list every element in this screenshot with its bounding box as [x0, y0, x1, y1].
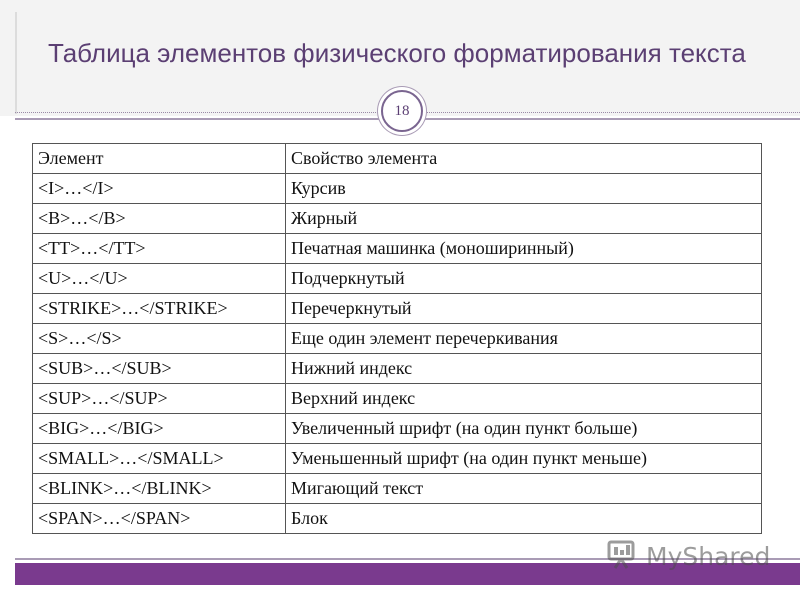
slide-title: Таблица элементов физического форматирования текста	[48, 38, 746, 68]
property-cell: Мигающий текст	[286, 474, 762, 504]
element-cell: <SMALL>…</SMALL>	[33, 444, 286, 474]
property-cell: Нижний индекс	[286, 354, 762, 384]
table-row	[33, 354, 762, 384]
element-cell: <U>…</U>	[33, 264, 286, 294]
element-cell: <SPAN>…</SPAN>	[33, 504, 286, 534]
property-cell: Перечеркнутый	[286, 294, 762, 324]
element-cell: <I>…</I>	[33, 174, 286, 204]
table-row	[33, 414, 762, 444]
table-row	[33, 234, 762, 264]
table-row	[33, 204, 762, 234]
element-cell: <S>…</S>	[33, 324, 286, 354]
property-cell: Жирный	[286, 204, 762, 234]
property-cell: Подчеркнутый	[286, 264, 762, 294]
property-cell: Уменьшенный шрифт (на один пункт меньше)	[286, 444, 762, 474]
table-row	[33, 504, 762, 534]
myshared-logo-icon	[606, 537, 640, 576]
table-header-row	[33, 144, 762, 174]
table-row	[33, 174, 762, 204]
element-cell: <BLINK>…</BLINK>	[33, 474, 286, 504]
table-row	[33, 384, 762, 414]
table-row	[33, 444, 762, 474]
element-cell: <B>…</B>	[33, 204, 286, 234]
property-cell: Печатная машинка (моноширинный)	[286, 234, 762, 264]
table-row	[33, 324, 762, 354]
property-cell: Блок	[286, 504, 762, 534]
header-cell-element: Элемент	[33, 144, 286, 174]
header-cell-property: Свойство элемента	[286, 144, 762, 174]
myshared-watermark	[606, 536, 770, 576]
table-row	[33, 474, 762, 504]
element-cell: <BIG>…</BIG>	[33, 414, 286, 444]
formatting-elements-table	[32, 143, 762, 534]
element-cell: <SUP>…</SUP>	[33, 384, 286, 414]
property-cell: Верхний индекс	[286, 384, 762, 414]
watermark-text: MyShared	[646, 541, 771, 571]
table-row	[33, 294, 762, 324]
element-cell: <TT>…</TT>	[33, 234, 286, 264]
property-cell: Еще один элемент перечеркивания	[286, 324, 762, 354]
property-cell: Курсив	[286, 174, 762, 204]
table-row	[33, 264, 762, 294]
page-number-badge: 18	[381, 90, 423, 132]
left-accent-rule	[15, 12, 17, 114]
element-cell: <STRIKE>…</STRIKE>	[33, 294, 286, 324]
element-cell: <SUB>…</SUB>	[33, 354, 286, 384]
property-cell: Увеличенный шрифт (на один пункт больше)	[286, 414, 762, 444]
